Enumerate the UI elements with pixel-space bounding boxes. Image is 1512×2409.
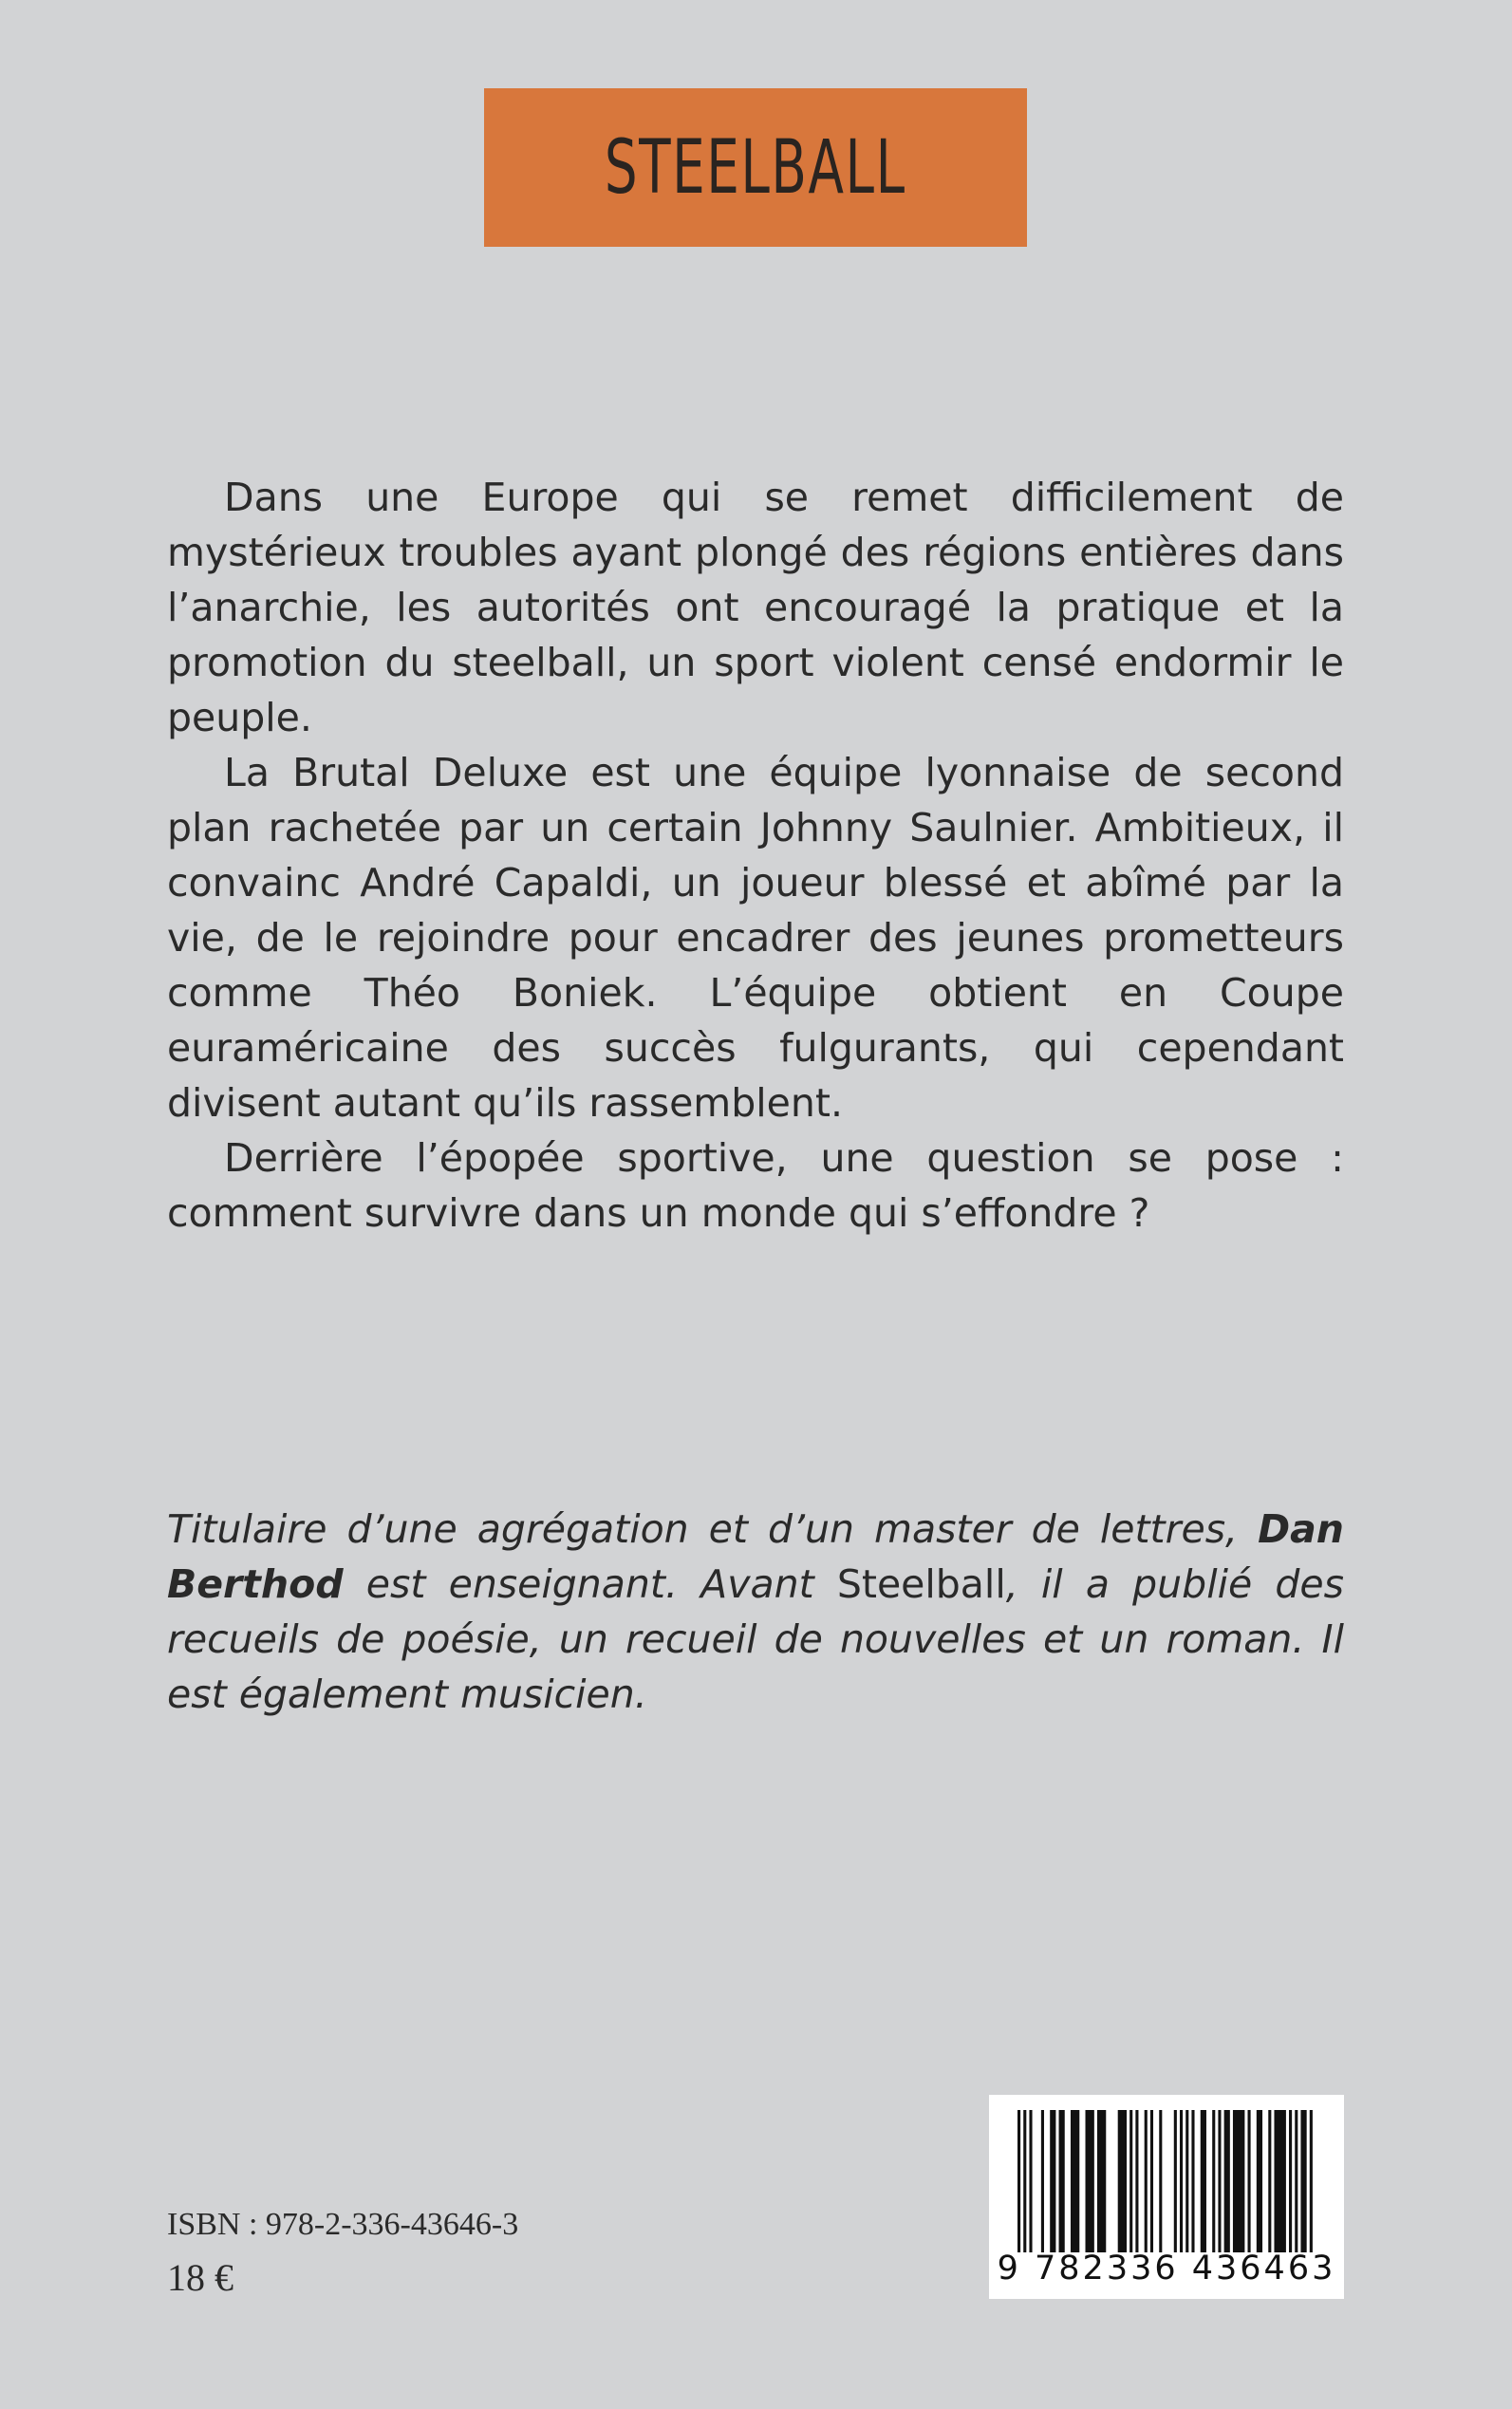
barcode-bar (1071, 2110, 1079, 2252)
author-bio (167, 1502, 1344, 1722)
synopsis (167, 470, 1344, 1241)
barcode-bar (1159, 2110, 1162, 2252)
barcode-bar (1191, 2110, 1194, 2252)
barcode-bar (1185, 2110, 1188, 2252)
barcode-bar (1274, 2110, 1285, 2252)
barcode-bar (1289, 2110, 1292, 2252)
book-title: STEELBALL (605, 124, 906, 211)
barcode-bar (1257, 2110, 1262, 2252)
synopsis-paragraph: La Brutal Deluxe est une équipe lyonnaise de second plan rachetée par un certain Johnny Saulnier. Ambitieux, il convainc André Capaldi, un joueur blessé et abîmé par la vie, de le rejoindre pour encadrer des jeunes prometteurs comme Théo Boniek. L’équipe obtient en Coupe euraméricaine des succès fulgurants, qui cependant divisent autant qu’ils rassemblent. (167, 750, 1344, 1126)
barcode (989, 2095, 1344, 2299)
barcode-bar (1135, 2110, 1138, 2252)
price: 18 € (167, 2256, 233, 2299)
barcode-bar (1023, 2110, 1026, 2252)
barcode-bar (1097, 2110, 1106, 2252)
barcode-bar (1041, 2110, 1044, 2252)
barcode-digits: 9 782336 436463 (997, 2250, 1336, 2288)
barcode-bar (1268, 2110, 1271, 2252)
bio-text: Titulaire d’une agrégation et d’un master de lettres, (167, 1506, 1259, 1552)
barcode-bar (1029, 2110, 1032, 2252)
barcode-bar (1247, 2110, 1250, 2252)
barcode-bar (1201, 2110, 1206, 2252)
synopsis-paragraph: Derrière l’épopée sportive, une question se pose : comment survivre dans un monde qui s’effondre ? (167, 1135, 1344, 1236)
barcode-bar (1150, 2110, 1153, 2252)
barcode-bar (1145, 2110, 1148, 2252)
isbn: ISBN : 978-2-336-43646-3 (167, 2207, 519, 2242)
barcode-bars (1017, 2110, 1316, 2252)
barcode-bar (1295, 2110, 1297, 2252)
barcode-bar (1300, 2110, 1306, 2252)
barcode-bar (1017, 2110, 1020, 2252)
barcode-bar (1086, 2110, 1094, 2252)
bio-text: , il a publié des recueils de poésie, un recueil de nouvelles et un roman. Il est également musicien. (167, 1561, 1344, 1717)
barcode-bar (1212, 2110, 1215, 2252)
title-banner (484, 88, 1027, 247)
barcode-bar (1233, 2110, 1244, 2252)
book-title-inline: Steelball (836, 1561, 1006, 1607)
barcode-bar (1129, 2110, 1132, 2252)
bio-text: est enseignant. Avant (343, 1561, 837, 1607)
synopsis-paragraph: Dans une Europe qui se remet difficilement de mystérieux troubles ayant plongé des régions entières dans l’anarchie, les autorités ont encouragé la pratique et la promotion du steelball, un sport violent censé endormir le peuple. (167, 475, 1344, 740)
author-name: Dan Berthod (167, 1506, 1344, 1607)
barcode-bar (1224, 2110, 1230, 2252)
barcode-bar (1174, 2110, 1177, 2252)
barcode-bar (1310, 2110, 1313, 2252)
barcode-bar (1218, 2110, 1221, 2252)
barcode-bar (1050, 2110, 1055, 2252)
barcode-bar (1059, 2110, 1065, 2252)
barcode-bar (1180, 2110, 1183, 2252)
barcode-bar (1118, 2110, 1127, 2252)
